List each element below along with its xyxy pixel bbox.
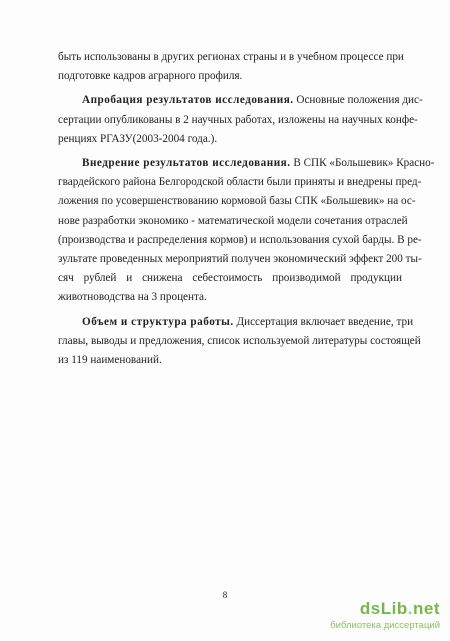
dslib-watermark[interactable] [310, 599, 440, 633]
text-line: животноводства на 3 процента. [58, 291, 207, 304]
text-line: сяч рублей и снижена себестоимость производимой продукции [58, 272, 402, 285]
text-line: ложения по усовершенствованию кормовой базы СПК «Большевик» на ос- [58, 195, 416, 208]
section-heading: Объем и структура работы. [82, 315, 234, 328]
paragraph-first-line [58, 91, 423, 110]
logo-tld-text: net [413, 599, 440, 618]
text-line: главы, выводы и предложения, список используемой литературы состоящей [58, 334, 421, 347]
text-fragment: В СПК «Большевик» Красно- [290, 157, 435, 170]
paragraph-structure [58, 313, 421, 371]
paragraph-1 [58, 48, 402, 86]
paragraph-first-line [58, 154, 435, 173]
page-number: 8 [222, 590, 228, 600]
text-line: быть использованы в других регионах страны и в учебном процессе при [58, 51, 404, 63]
text-line: зультате проведенных мероприятий получен экономический эффект 200 ты- [58, 253, 422, 266]
logo-main-text: dsLib [359, 599, 408, 618]
watermark-logo [360, 599, 440, 619]
paragraph-approbation [58, 91, 423, 149]
section-heading: Апробация результатов исследования. [82, 94, 294, 107]
text-line: гвардейского района Белгородской области были приняты и внедрены пред- [58, 176, 422, 189]
watermark-subtitle: библиотека диссертаций [330, 620, 440, 631]
text-line: подготовке кадров аграрного профиля. [58, 70, 243, 83]
body-text [58, 48, 435, 375]
text-line: ренциях РГАЗУ(2003-2004 года.). [58, 132, 218, 145]
logo-dot: . [407, 599, 413, 618]
text-fragment: Основные положения дис- [293, 94, 423, 107]
paragraph-first-line [58, 313, 414, 332]
text-fragment: Диссертация включает введение, три [233, 315, 414, 328]
text-line: из 119 наименований. [58, 354, 162, 367]
text-line: (производства и распределения кормов) и использования сухой барды. В ре- [58, 233, 422, 246]
section-heading: Внедрение результатов исследования. [82, 157, 291, 170]
text-line: нове разработки экономико - математической модели сочетания отраслей [58, 214, 408, 227]
text-line: сертации опубликованы в 2 научных работах, изложены на научных конфе- [58, 113, 418, 126]
paragraph-implementation [58, 154, 435, 308]
